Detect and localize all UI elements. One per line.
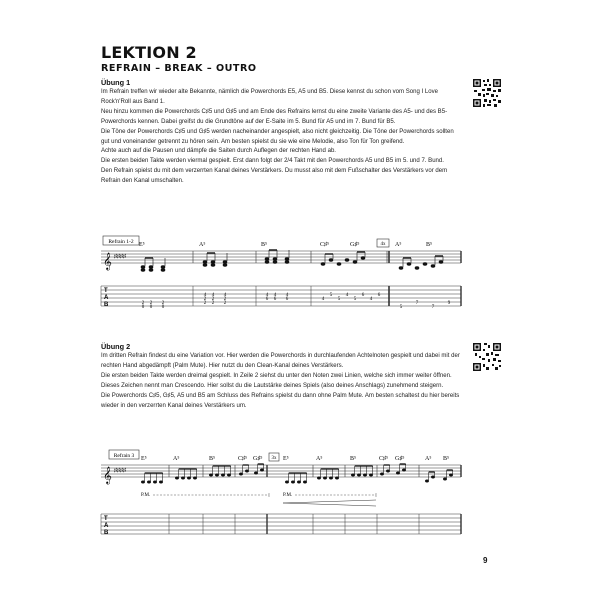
notes-group bbox=[141, 250, 443, 271]
paragraph: Den Refrain spielst du mit dem verzerrten Kanal deines Verstärkers. Du musst also mit dem Fußschalter des Verstärkers vor dem Refrain den Kanal umschalten. bbox=[101, 168, 448, 185]
exercise-1-title: Übung 1 bbox=[101, 78, 131, 87]
paragraph: Im dritten Refrain findest du eine Variation vor. Hier werden die Powerchords in durchlaufenden Achtelnoten gespielt und dabei mit der rechten Hand abgedämpft (Palm Mute). Hier nutzt du den Clean-Kanal deines Verstärkers. bbox=[101, 353, 460, 369]
svg-text:0: 0 bbox=[149, 305, 153, 310]
svg-text:4: 4 bbox=[285, 293, 289, 298]
chord-label: A⁵ bbox=[316, 456, 323, 462]
svg-text:4: 4 bbox=[369, 297, 373, 302]
lesson-title: LEKTION 2 bbox=[101, 43, 197, 62]
chord-label: C♯⁵ bbox=[379, 456, 389, 462]
treble-clef-icon: 𝄞 bbox=[103, 254, 112, 270]
paragraph: Im Refrain treffen wir wieder alte Bekannte, nämlich die Powerchords E5, A5 und B5. Diese kennst du schon vom Song I Love Rock'n'Roll aus Band 1. bbox=[101, 89, 439, 105]
exercise-2-text bbox=[101, 352, 461, 411]
tab-lines bbox=[101, 286, 461, 306]
svg-text:4: 4 bbox=[211, 293, 215, 298]
key-signature-icon: ♯♯♯♯ bbox=[114, 254, 126, 260]
svg-text:2: 2 bbox=[149, 301, 153, 306]
svg-text:5: 5 bbox=[337, 297, 341, 302]
svg-text:6: 6 bbox=[265, 297, 269, 302]
svg-text:4: 4 bbox=[223, 293, 227, 298]
svg-text:4: 4 bbox=[273, 293, 277, 298]
svg-text:9: 9 bbox=[447, 301, 451, 306]
svg-text:6: 6 bbox=[377, 293, 381, 298]
treble-clef-icon: 𝄞 bbox=[103, 468, 112, 484]
chord-label: A⁵ bbox=[425, 456, 432, 462]
notation-staff-2 bbox=[101, 448, 471, 548]
chord-label: B⁵ bbox=[209, 456, 216, 462]
tab-letter: T bbox=[104, 516, 108, 522]
paragraph: Achte auch auf die Pausen und dämpfe die Saiten durch Auflegen der rechten Hand ab. bbox=[101, 148, 336, 155]
key-signature-icon: ♯♯♯♯ bbox=[114, 468, 126, 474]
svg-text:2: 2 bbox=[223, 297, 227, 302]
tab-letter: B bbox=[104, 530, 109, 536]
svg-text:6: 6 bbox=[285, 297, 289, 302]
chord-label: C♯⁵ bbox=[320, 242, 330, 248]
chord-label: B⁵ bbox=[443, 456, 450, 462]
notation-staff-1 bbox=[101, 234, 471, 319]
repeat-label: 3x bbox=[271, 456, 277, 461]
exercise-2-title: Übung 2 bbox=[101, 342, 131, 351]
svg-text:2: 2 bbox=[211, 297, 215, 302]
page-number: 9 bbox=[483, 556, 488, 565]
palm-mute-label: P.M. bbox=[141, 493, 151, 498]
chord-label: G♯⁵ bbox=[395, 456, 405, 462]
chord-label: C♯⁵ bbox=[238, 456, 248, 462]
crescendo-icon bbox=[283, 500, 376, 506]
qr-code-icon[interactable] bbox=[472, 78, 502, 108]
paragraph: Die ersten beiden Takte werden dreimal gespielt. In Zeile 2 siehst du unter den Noten zwei Linien, welche sich immer weiter öffnen. Dieses Zeichen nennt man Crescendo. Hier sollst du die Lautstärke deines Spiels (also deines Anschlags) zunehmend steigern. bbox=[101, 372, 452, 389]
svg-text:4: 4 bbox=[321, 297, 325, 302]
notes-group bbox=[141, 464, 452, 483]
tab-letter: A bbox=[104, 523, 109, 529]
chord-label: A⁵ bbox=[395, 242, 402, 248]
svg-text:5: 5 bbox=[399, 305, 403, 310]
svg-text:2: 2 bbox=[161, 301, 165, 306]
chord-label: G♯⁵ bbox=[350, 242, 360, 248]
svg-text:4: 4 bbox=[265, 293, 269, 298]
svg-text:2: 2 bbox=[223, 301, 227, 306]
svg-text:2: 2 bbox=[141, 301, 145, 306]
section-label: Refrain 1-2 bbox=[108, 239, 134, 245]
svg-text:4: 4 bbox=[345, 293, 349, 298]
tab-letter: B bbox=[104, 302, 109, 308]
tab-letter: T bbox=[104, 288, 108, 294]
section-label: Refrain 3 bbox=[113, 453, 135, 459]
tab-numbers bbox=[142, 293, 451, 310]
chord-label: B⁵ bbox=[426, 242, 433, 248]
tab-lines bbox=[101, 514, 461, 534]
svg-text:6: 6 bbox=[273, 297, 277, 302]
palm-mute-marks bbox=[141, 493, 376, 498]
chord-label: E⁵ bbox=[283, 456, 289, 462]
paragraph: Die Powerchords C♯5, G♯5, A5 und B5 am Schluss des Refrains spielst du dann ohne Palm Mute. Am besten schaltest du hier bereits wieder in den verzerrten Kanal deines Verstärkers um. bbox=[101, 392, 460, 409]
repeat-label: 4x bbox=[380, 242, 386, 247]
paragraph: Neu hinzu kommen die Powerchords C♯5 und G♯5 und am Ende des Refrains lernst du eine zweite Variante des A5- und des B5-Powerchords kennen. Dabei greifst du die Grundtöne auf der E-Saite im 5. Bund für A5 und im 7. Bund für B5. bbox=[101, 108, 448, 125]
paragraph: Die Töne der Powerchords C♯5 und G♯5 werden nacheinander angespielt, also nicht gleichzeitig. Die Töne der Powerchords sollten gut und voneinander getrennt zu hören sein. Am besten spielst du sie wie eine Melodie, also Ton für Ton greifend. bbox=[101, 128, 454, 145]
qr-code-icon[interactable] bbox=[472, 342, 502, 372]
svg-text:5: 5 bbox=[353, 297, 357, 302]
chord-label: B⁵ bbox=[350, 456, 357, 462]
paragraph: Die ersten beiden Takte werden viermal gespielt. Erst dann folgt der 2/4 Takt mit den Powerchords A5 und B5 im 5. und 7. Bund. bbox=[101, 158, 444, 165]
svg-text:0: 0 bbox=[161, 305, 165, 310]
svg-text:6: 6 bbox=[361, 293, 365, 298]
tab-letter: A bbox=[104, 295, 109, 301]
exercise-1-text bbox=[101, 88, 461, 187]
svg-text:2: 2 bbox=[203, 297, 207, 302]
lesson-subtitle: REFRAIN – BREAK – OUTRO bbox=[101, 63, 257, 74]
staff-lines bbox=[101, 251, 461, 263]
svg-text:7: 7 bbox=[431, 305, 435, 310]
chord-label: E⁵ bbox=[141, 456, 147, 462]
svg-text:7: 7 bbox=[415, 301, 419, 306]
svg-text:2: 2 bbox=[211, 301, 215, 306]
chord-label: G♯⁵ bbox=[253, 456, 263, 462]
chord-label: B⁵ bbox=[261, 242, 268, 248]
svg-text:2: 2 bbox=[203, 301, 207, 306]
palm-mute-label: P.M. bbox=[283, 493, 293, 498]
svg-text:4: 4 bbox=[203, 293, 207, 298]
svg-text:5: 5 bbox=[329, 293, 333, 298]
chord-label: E⁵ bbox=[139, 242, 145, 248]
staff-lines bbox=[101, 465, 461, 477]
chord-label: A⁵ bbox=[199, 242, 206, 248]
chord-label: A⁵ bbox=[173, 456, 180, 462]
svg-text:0: 0 bbox=[141, 305, 145, 310]
